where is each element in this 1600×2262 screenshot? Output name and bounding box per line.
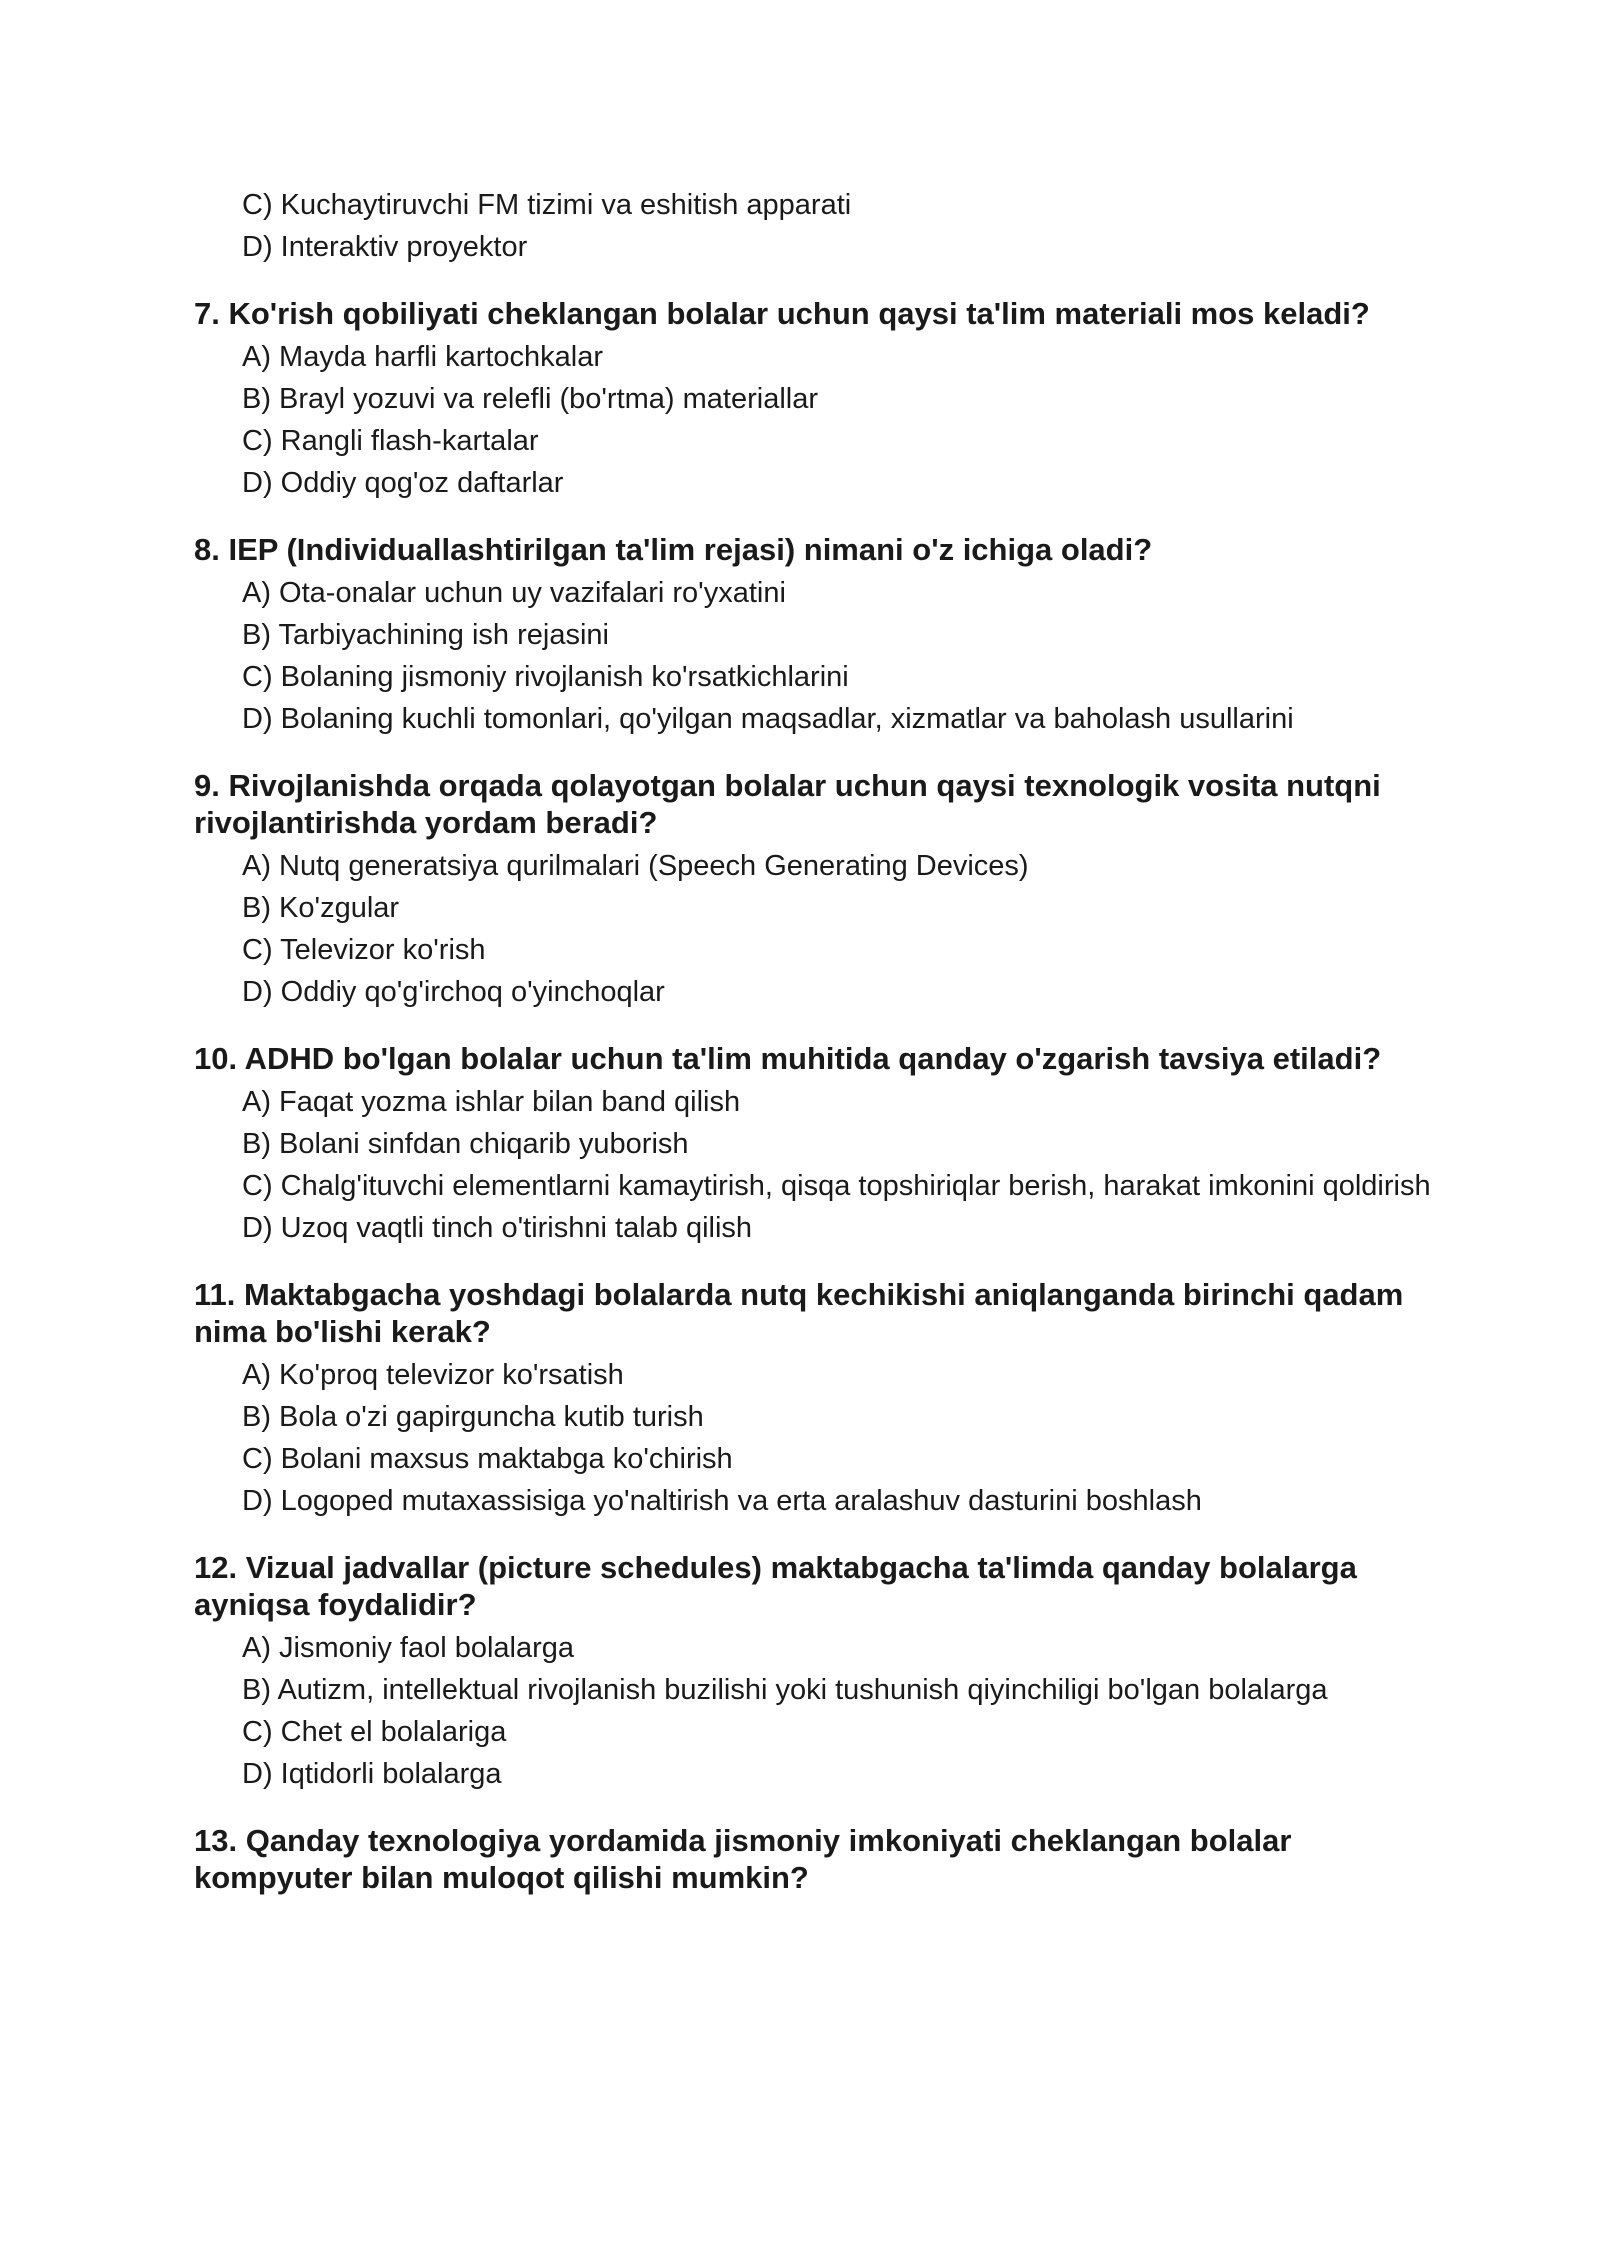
- question-title: 7. Ko'rish qobiliyati cheklangan bolalar uchun qaysi ta'lim materiali mos keladi?: [194, 296, 1370, 331]
- option-b: B) Bola o'zi gapirguncha kutib turish: [242, 1401, 704, 1433]
- option-b: B) Brayl yozuvi va relefli (bo'rtma) materiallar: [242, 383, 819, 415]
- question-title: 8. IEP (Individuallashtirilgan ta'lim rejasi) nimani o'z ichiga oladi?: [194, 532, 1153, 567]
- continued-options-list: [242, 189, 1434, 264]
- option-a: A) Ota-onalar uchun uy vazifalari ro'yxatini: [242, 577, 786, 609]
- question-title: 11. Maktabgacha yoshdagi bolalarda nutq kechikishi aniqlanganda birinchi qadam nima bo'lishi kerak?: [194, 1277, 1404, 1349]
- option-a: A) Jismoniy faol bolalarga: [242, 1632, 575, 1664]
- options-list: [242, 577, 1434, 736]
- option-d: D) Oddiy qo'g'irchoq o'yinchoqlar: [242, 976, 665, 1008]
- question-8: [194, 531, 1434, 736]
- option-d: D) Oddiy qog'oz daftarlar: [242, 467, 564, 499]
- option-b: B) Autizm, intellektual rivojlanish buzilishi yoki tushunish qiyinchiligi bo'lgan bolalarga: [242, 1674, 1328, 1706]
- option-d: D) Uzoq vaqtli tinch o'tirishni talab qilish: [242, 1212, 753, 1244]
- option-d: D) Logoped mutaxassisiga yo'naltirish va erta aralashuv dasturini boshlash: [242, 1485, 1202, 1517]
- option-text: C) Kuchaytiruvchi FM tizimi va eshitish apparati: [242, 189, 852, 221]
- option-c: C) Bolani maxsus maktabga ko'chirish: [242, 1443, 733, 1475]
- question-11: [194, 1276, 1434, 1518]
- option-b: B) Bolani sinfdan chiqarib yuborish: [242, 1128, 689, 1160]
- question-7: [194, 295, 1434, 500]
- question-title: 12. Vizual jadvallar (picture schedules) maktabgacha ta'limda qanday bolalarga ayniqsa foydalidir?: [194, 1550, 1357, 1622]
- question-12: [194, 1549, 1434, 1791]
- page-content: [194, 189, 1434, 1905]
- options-list: [242, 850, 1434, 1009]
- question-title: 9. Rivojlanishda orqada qolayotgan bolalar uchun qaysi texnologik vosita nutqni rivojlantirishda yordam beradi?: [194, 768, 1381, 840]
- option-c: C) Rangli flash-kartalar: [242, 425, 539, 457]
- question-title: 10. ADHD bo'lgan bolalar uchun ta'lim muhitida qanday o'zgarish tavsiya etiladi?: [194, 1041, 1382, 1076]
- option-c: C) Chalg'ituvchi elementlarni kamaytirish, qisqa topshiriqlar berish, harakat imkonini qoldirish: [242, 1170, 1431, 1202]
- option-d: D) Bolaning kuchli tomonlari, qo'yilgan maqsadlar, xizmatlar va baholash usullarini: [242, 703, 1294, 735]
- options-list: [242, 1632, 1434, 1791]
- option-c: C) Chet el bolalariga: [242, 1716, 507, 1748]
- option-b: B) Tarbiyachining ish rejasini: [242, 619, 609, 651]
- option-d: D) Iqtidorli bolalarga: [242, 1758, 502, 1790]
- question-13: [194, 1822, 1434, 1896]
- option-a: A) Nutq generatsiya qurilmalari (Speech Generating Devices): [242, 850, 1029, 882]
- options-list: [242, 341, 1434, 500]
- option-a: A) Faqat yozma ishlar bilan band qilish: [242, 1086, 741, 1118]
- option-a: A) Ko'proq televizor ko'rsatish: [242, 1359, 624, 1391]
- option-c: C) Televizor ko'rish: [242, 934, 486, 966]
- options-list: [242, 1086, 1434, 1245]
- option-c: C) Bolaning jismoniy rivojlanish ko'rsatkichlarini: [242, 661, 849, 693]
- question-9: [194, 767, 1434, 1009]
- option-a: A) Mayda harfli kartochkalar: [242, 341, 604, 373]
- options-list: [242, 1359, 1434, 1518]
- question-10: [194, 1040, 1434, 1245]
- question-title: 13. Qanday texnologiya yordamida jismoniy imkoniyati cheklangan bolalar kompyuter bilan muloqot qilishi mumkin?: [194, 1823, 1292, 1895]
- option-text: D) Interaktiv proyektor: [242, 231, 528, 263]
- option-b: B) Ko'zgular: [242, 892, 400, 924]
